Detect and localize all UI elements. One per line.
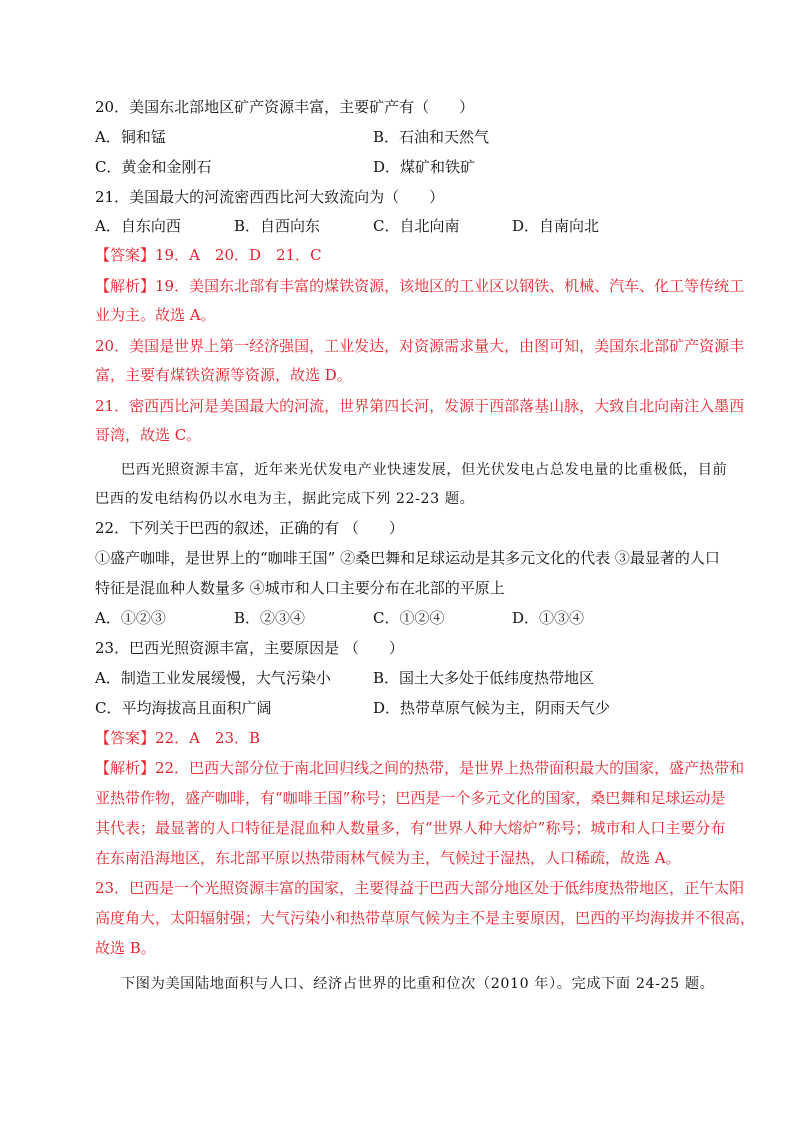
explanation-line: 哥湾，故选 C。 <box>95 426 202 444</box>
q22-option-b: B．②③④ <box>234 609 306 627</box>
explanation-text: 22．巴西大部分位于南北回归线之间的热带，是世界上热带面积最大的国家，盛产热带和 <box>155 759 745 777</box>
passage-line: 巴西的发电结构仍以水电为主，据此完成下列 22-23 题。 <box>95 491 475 507</box>
q21-option-a: A．自东向西 <box>95 217 181 235</box>
explanation-text: 19．美国东北部有丰富的煤铁资源，该地区的工业区以钢铁、机械、汽车、化工等传统工 <box>155 277 745 295</box>
explanation-tag: 【解析】 <box>95 277 156 295</box>
q22-statement: 特征是混血种人数量多 ④城市和人口主要分布在北部的平原上 <box>95 579 505 597</box>
q20-option-d: D．煤矿和铁矿 <box>373 158 476 176</box>
answer-tag: 【答案】 <box>95 729 156 747</box>
q21-option-d: D．自南向北 <box>512 217 600 235</box>
explanation-line <box>95 276 744 296</box>
q23-stem: 23．巴西光照资源丰富，主要原因是 （ ） <box>95 639 404 657</box>
explanation-line: 21．密西西比河是美国最大的河流，世界第四长河，发源于西部落基山脉，大致自北向南注入墨西 <box>95 397 745 415</box>
explanation-line <box>95 758 744 778</box>
answer-block-2 <box>95 728 260 748</box>
explanation-line: 在东南沿海地区，东北部平原以热带雨林气候为主，气候过于湿热，人口稀疏，故选 A。 <box>95 849 681 867</box>
explanation-line: 23．巴西是一个光照资源丰富的国家，主要得益于巴西大部分地区处于低纬度热带地区，正午太阳 <box>95 879 745 897</box>
explanation-line: 亚热带作物，盛产咖啡，有“咖啡王国”称号；巴西是一个多元文化的国家，桑巴舞和足球运动是 <box>95 789 726 807</box>
q21-option-b: B．自西向东 <box>234 217 321 235</box>
q22-option-c: C．①②④ <box>373 609 445 627</box>
answer-tag: 【答案】 <box>95 246 156 264</box>
explanation-line: 20．美国是世界上第一经济强国，工业发达，对资源需求量大，由图可知，美国东北部矿产资源丰 <box>95 337 745 355</box>
q20-stem: 20．美国东北部地区矿产资源丰富，主要矿产有（ ） <box>95 98 475 116</box>
answer-text: 22．A 23．B <box>155 729 261 747</box>
q20-option-b: B．石油和天然气 <box>373 128 490 146</box>
q20-option-a: A．铜和锰 <box>95 128 166 146</box>
q22-option-d: D．①③④ <box>512 609 585 627</box>
explanation-line: 故选 B。 <box>95 939 156 957</box>
passage-line: 下图为美国陆地面积与人口、经济占世界的比重和位次（2010 年）。完成下面 24-25 题。 <box>121 976 715 992</box>
explanation-line: 业为主。故选 A。 <box>95 306 216 324</box>
answer-block-1 <box>95 245 322 265</box>
explanation-line: 高度角大，太阳辐射强；大气污染小和热带草原气候为主不是主要原因，巴西的平均海拔并不很高， <box>95 909 756 927</box>
explanation-line: 富，主要有煤铁资源等资源，故选 D。 <box>95 366 352 384</box>
q22-option-a: A．①②③ <box>95 609 166 627</box>
passage-line: 巴西光照资源丰富，近年来光伏发电产业快速发展，但光伏发电占总发电量的比重极低，目前 <box>121 462 728 478</box>
q21-option-c: C．自北向南 <box>373 217 460 235</box>
answer-text: 19．A 20．D 21．C <box>155 246 322 264</box>
q23-option-d: D．热带草原气候为主，阴雨天气少 <box>373 699 611 717</box>
q22-statement: ①盛产咖啡，是世界上的“咖啡王国” ②桑巴舞和足球运动是其多元文化的代表 ③最显著的人口 <box>95 549 720 567</box>
explanation-line: 其代表；最显著的人口特征是混血种人数量多，有“世界人种大熔炉”称号；城市和人口主要分布 <box>95 819 726 837</box>
q23-option-a: A．制造工业发展缓慢，大气污染小 <box>95 669 331 687</box>
q21-stem: 21．美国最大的河流密西西比河大致流向为（ ） <box>95 188 445 206</box>
q23-option-c: C．平均海拔高且面积广阔 <box>95 699 272 717</box>
q20-option-c: C．黄金和金刚石 <box>95 158 212 176</box>
q22-stem: 22．下列关于巴西的叙述，正确的有 （ ） <box>95 519 404 537</box>
explanation-tag: 【解析】 <box>95 759 156 777</box>
q23-option-b: B．国土大多处于低纬度热带地区 <box>373 669 595 687</box>
